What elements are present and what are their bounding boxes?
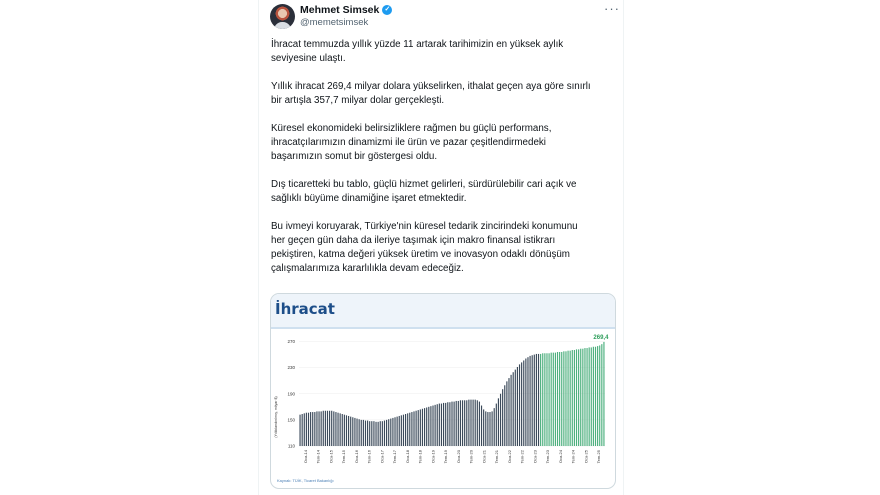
tweet-paragraph: Küresel ekonomideki belirsizliklere rağmen bu güçlü performans, ihracatçılarımızın dinamizmi ile ürün ve pazar çeşitlendirmedeki başarımızın somut bir göstergesi oldu. (271, 123, 552, 162)
bar (504, 385, 505, 446)
bar (489, 412, 490, 446)
bar (348, 416, 349, 446)
bar (584, 348, 585, 446)
bar (473, 400, 474, 446)
tweet-paragraph: Bu ivmeyi koruyarak, Türkiye'nin küresel tedarik zincirindeki konumunu her geçen gün daha da ileriye taşımak için makro finansal istikrarı pekiştiren, katma değeri yüksek üretim ve inovasyon odaklı dönüşüm çalışmalarımıza kararlılıkla devam edeceğiz. (271, 221, 578, 274)
x-tick-label: Oca-18 (404, 450, 410, 464)
x-tick-label: Oca-15 (328, 450, 334, 464)
bar (601, 344, 602, 446)
x-tick-label: Tem-15 (341, 450, 347, 464)
x-tick-label: Oca-14 (302, 450, 308, 464)
bar (580, 349, 581, 446)
bar (424, 408, 425, 446)
bar (365, 421, 366, 446)
bar (468, 400, 469, 446)
bar (536, 354, 537, 446)
bar (563, 351, 564, 446)
bar (557, 352, 558, 446)
bar (462, 400, 463, 446)
bar (373, 421, 374, 446)
bar (342, 414, 343, 446)
bar (378, 422, 379, 446)
x-tick-label: Oca-16 (353, 450, 359, 464)
bar (359, 419, 360, 446)
x-tick-label: Oca-24 (557, 450, 563, 464)
tweet-paragraph: Yıllık ihracat 269,4 milyar dolara yükselirken, ithalat geçen aya göre sınırlı bir artışla 357,7 milyar dolar gerçekleşti. (271, 81, 591, 106)
bar (356, 419, 357, 446)
bar (405, 414, 406, 446)
bar (485, 411, 486, 446)
bar (447, 402, 448, 446)
tweet-text (271, 38, 617, 290)
bar (428, 407, 429, 446)
bar (593, 347, 594, 446)
bar (314, 412, 315, 446)
bar (576, 349, 577, 446)
x-tick-label: Tem-24 (570, 450, 576, 464)
bar (321, 411, 322, 446)
bar (479, 402, 480, 446)
y-tick-label: 230 (287, 365, 295, 371)
bar (416, 411, 417, 446)
bar (559, 352, 560, 446)
bar (487, 412, 488, 446)
bar (454, 402, 455, 446)
bar (422, 409, 423, 446)
bar (500, 394, 501, 446)
y-axis-label: (Yıllıklandırılmış, milyar $) (274, 396, 278, 438)
bar (306, 413, 307, 446)
bar (567, 351, 568, 446)
bar (565, 351, 566, 446)
bar (523, 360, 524, 446)
bar (555, 353, 556, 446)
chart-image-card[interactable] (270, 293, 616, 489)
bar (401, 415, 402, 446)
bar (544, 353, 545, 446)
bar (470, 400, 471, 446)
bar (388, 419, 389, 446)
bar (443, 403, 444, 446)
bar (492, 411, 493, 446)
bar (477, 400, 478, 446)
bar (331, 411, 332, 446)
bar (437, 404, 438, 446)
y-tick-label: 110 (287, 443, 295, 449)
bar (464, 400, 465, 446)
bar (386, 420, 387, 446)
bar (432, 406, 433, 446)
card-header (271, 294, 615, 328)
bar (578, 349, 579, 446)
bar (375, 422, 376, 446)
bar (553, 353, 554, 446)
x-tick-label: Oca-22 (506, 450, 512, 464)
bar (506, 381, 507, 446)
bar (344, 415, 345, 446)
bar (407, 413, 408, 446)
author-handle[interactable]: @memetsimsek (300, 17, 369, 28)
bar (511, 375, 512, 446)
bar (521, 362, 522, 446)
bar (441, 404, 442, 446)
bar (430, 406, 431, 446)
bar (496, 404, 497, 446)
bar (589, 347, 590, 446)
verified-badge-icon: ✓ (382, 5, 392, 15)
y-tick-label: 150 (287, 417, 295, 423)
bar (318, 411, 319, 446)
bar (532, 355, 533, 446)
bar (515, 370, 516, 446)
bar (502, 389, 503, 446)
bar (534, 355, 535, 446)
author-name[interactable] (300, 4, 392, 16)
author-name-text[interactable]: Mehmet Simsek (300, 4, 380, 16)
x-tick-label: Tem-20 (468, 450, 474, 464)
x-tick-label: Oca-23 (532, 450, 538, 464)
bar (586, 348, 587, 446)
bar (403, 415, 404, 446)
bar (508, 378, 509, 446)
x-tick-label: Tem-23 (545, 450, 551, 464)
bar (323, 411, 324, 446)
bar (392, 418, 393, 446)
x-tick-label: Oca-17 (379, 450, 385, 464)
bar (591, 347, 592, 446)
bar (498, 398, 499, 446)
bar (458, 401, 459, 446)
chart-source: Kaynak: TÜİK, Ticaret Bakanlığı (277, 478, 334, 483)
bar (399, 416, 400, 446)
bar (574, 350, 575, 446)
bar (546, 353, 547, 446)
bar (329, 411, 330, 446)
bar (384, 421, 385, 446)
bar (561, 352, 562, 446)
bar (371, 421, 372, 446)
x-tick-label: Tem-22 (519, 450, 525, 464)
y-tick-label: 190 (287, 391, 295, 397)
bar (312, 412, 313, 446)
avatar[interactable] (270, 4, 295, 29)
bar (435, 405, 436, 446)
bar (542, 353, 543, 446)
bar (449, 402, 450, 446)
bar (380, 421, 381, 446)
x-tick-label: Tem-16 (366, 450, 372, 464)
bar (310, 412, 311, 446)
x-tick-label: Tem-25 (596, 450, 602, 464)
y-tick-label: 270 (287, 339, 295, 345)
bar (335, 412, 336, 446)
bar (540, 354, 541, 446)
bar (481, 406, 482, 446)
bar (420, 409, 421, 446)
x-tick-label: Tem-17 (392, 450, 398, 464)
export-bar-chart (271, 329, 615, 479)
x-tick-label: Tem-19 (443, 450, 449, 464)
latest-value-label: 269,4 (593, 334, 609, 341)
bar (352, 417, 353, 446)
x-tick-label: Tem-21 (494, 450, 500, 464)
bar (439, 404, 440, 446)
bar (367, 421, 368, 446)
x-tick-label: Oca-21 (481, 450, 487, 464)
x-tick-label: Oca-19 (430, 450, 436, 464)
bar (409, 413, 410, 446)
bar (603, 342, 604, 446)
bar (369, 421, 370, 446)
bar (517, 367, 518, 446)
bar (346, 415, 347, 446)
x-tick-label: Tem-18 (417, 450, 423, 464)
bar (582, 349, 583, 446)
bar (572, 350, 573, 446)
bar (597, 346, 598, 446)
bar (390, 419, 391, 446)
bar (451, 402, 452, 446)
bar (513, 372, 514, 446)
bar (327, 411, 328, 446)
bar (361, 420, 362, 446)
bar (350, 417, 351, 446)
tweet-paragraph: İhracat temmuzda yıllık yüzde 11 artarak tarihimizin en yüksek aylık seviyesine ulaştı. (271, 39, 564, 64)
bar (411, 412, 412, 446)
bar (570, 351, 571, 446)
bar (494, 408, 495, 446)
bar (426, 407, 427, 446)
bar (304, 413, 305, 446)
bar (325, 411, 326, 446)
bar (599, 345, 600, 446)
bar (337, 413, 338, 446)
tweet (258, 0, 624, 495)
chart-title: İhracat (275, 300, 335, 318)
bar (354, 418, 355, 446)
bar (299, 415, 300, 446)
bar (551, 353, 552, 446)
bar (483, 409, 484, 446)
x-tick-label: Tem-14 (315, 450, 321, 464)
more-dots-icon[interactable]: ··· (604, 1, 620, 16)
bar (333, 411, 334, 446)
bar (418, 410, 419, 446)
bar (394, 417, 395, 446)
bar (538, 354, 539, 446)
bar (527, 357, 528, 446)
bar (530, 356, 531, 446)
bar (302, 414, 303, 446)
x-tick-label: Oca-20 (455, 450, 461, 464)
bar (413, 411, 414, 446)
x-tick-label: Oca-25 (583, 450, 589, 464)
bar (460, 400, 461, 446)
bar (340, 413, 341, 446)
bar (595, 347, 596, 446)
bar (316, 411, 317, 446)
tweet-paragraph: Dış ticaretteki bu tablo, güçlü hizmet gelirleri, sürdürülebilir cari açık ve sağlıklı büyüme dinamiğine işaret etmektedir. (271, 179, 577, 204)
bar (519, 364, 520, 446)
bar (397, 417, 398, 446)
bar (525, 359, 526, 446)
bar (445, 403, 446, 446)
bar (456, 401, 457, 446)
bar (466, 400, 467, 446)
bar (382, 421, 383, 446)
bar (549, 353, 550, 446)
bar (308, 413, 309, 446)
bar (363, 420, 364, 446)
bar (475, 400, 476, 446)
